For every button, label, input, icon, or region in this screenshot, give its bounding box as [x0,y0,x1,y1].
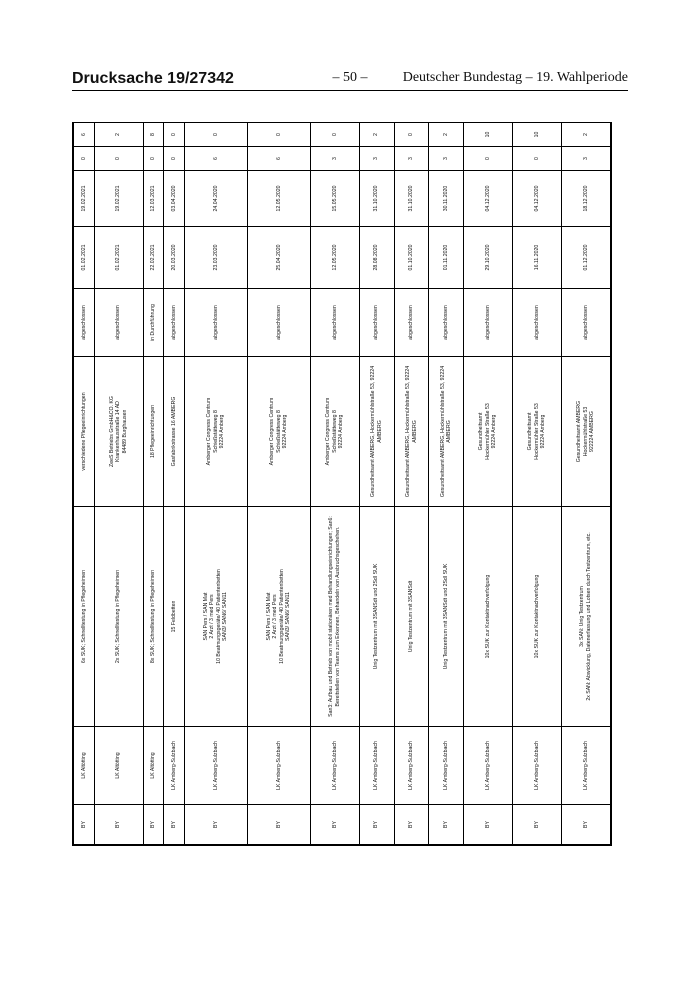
status-cell: abgeschlossen [429,289,464,357]
location-cell: Amberger Congress Centrum Schießstätteweg 8 92224 Amberg [310,357,359,507]
count-a-cell: 3 [429,147,464,171]
location-cell: ZeeS Betriebs GmbH&CO. KG Krankenhausstraße 14 AD 84489 Burghausen [94,357,143,507]
status-cell: abgeschlossen [464,289,513,357]
end-date-cell: 31.10.2020 [359,171,394,227]
count-b-cell: 2 [561,123,610,147]
end-date-cell: 30.11.2020 [429,171,464,227]
status-cell: abgeschlossen [310,289,359,357]
district-cell: LK Amberg-Sulzbach [310,727,359,805]
count-b-cell: 8 [143,123,164,147]
district-cell: LK Amberg-Sulzbach [429,727,464,805]
district-cell: LK Altötting [94,727,143,805]
measure-cell: Unig Testzentrum mit 3SANSdt [394,507,429,727]
status-cell: abgeschlossen [394,289,429,357]
end-date-cell: 04.12.2020 [513,171,562,227]
location-cell: verschiedene Pflegeeinrichtungen [74,357,95,507]
land-cell: BY [247,805,310,845]
measure-cell: 2x SUK; Schnelltestung in Pflegeheimen [94,507,143,727]
end-date-cell: 18.12.2020 [561,171,610,227]
measure-cell: 10x SUK zur Kontaktnachverfolgung [513,507,562,727]
status-cell: abgeschlossen [94,289,143,357]
start-date-cell: 16.11.2020 [513,227,562,289]
measure-cell: San3: Aufbau und Betrieb von mobil stationären med Behandlungseinrichtungen; San6: Bereitstellen von Teams zum Erkennen, Behandeln von Ausbruchsgeschehen. [310,507,359,727]
end-date-cell: 15.05.2020 [310,171,359,227]
land-cell: BY [561,805,610,845]
start-date-cell: 01.02.2021 [94,227,143,289]
table-row [94,123,143,845]
district-cell: LK Amberg-Sulzbach [464,727,513,805]
land-cell: BY [184,805,247,845]
measure-cell: 10x SUK zur Kontaktnachverfolgung [464,507,513,727]
table-row [464,123,513,845]
measure-cell: 3x SAN: Unig Testzentrum 2x SAN: Abwicklung, Datenerfassung und Lotsen durch Testzentrum, etc. [561,507,610,727]
start-date-cell: 01.02.2021 [74,227,95,289]
location-cell: Amberger Congress Centrum Schießstätteweg 8 92224 Amberg [184,357,247,507]
location-cell: Amberger Congress Centrum Schießstätteweg 8 92224 Amberg [247,357,310,507]
end-date-cell: 12.05.2020 [247,171,310,227]
end-date-cell: 19.02.2021 [74,171,95,227]
start-date-cell: 23.03.2020 [184,227,247,289]
status-cell: abgeschlossen [513,289,562,357]
status-cell: abgeschlossen [164,289,185,357]
district-cell: LK Amberg-Sulzbach [247,727,310,805]
count-b-cell: 0 [184,123,247,147]
count-a-cell: 3 [561,147,610,171]
end-date-cell: 12.03.2021 [143,171,164,227]
status-cell: abgeschlossen [184,289,247,357]
status-cell: abgeschlossen [74,289,95,357]
table-row [247,123,310,845]
count-a-cell: 0 [513,147,562,171]
end-date-cell: 24.04.2020 [184,171,247,227]
table-row [561,123,610,845]
location-cell: Gasfabrikstrasse 16 AMBERG [164,357,185,507]
count-b-cell: 0 [394,123,429,147]
district-cell: LK Amberg-Sulzbach [394,727,429,805]
land-cell: BY [94,805,143,845]
location-cell: Gesundheitsamt AMBERG, Hockermühlstraße 53, 92224 AMBERG [359,357,394,507]
measure-cell: 6x SUK; Schnelltestung in Pflegeheimen [74,507,95,727]
table-row [359,123,394,845]
land-cell: BY [513,805,562,845]
location-cell: Gesundheitsamt AMBERG, Hockermühlstraße 53, 92224 AMBERG [394,357,429,507]
end-date-cell: 19.02.2021 [94,171,143,227]
count-a-cell: 3 [359,147,394,171]
count-a-cell: 0 [143,147,164,171]
table-row [429,123,464,845]
count-a-cell: 0 [464,147,513,171]
measure-cell: Unig Testzentrum mit 3SANSdt und 2SdI SUK [429,507,464,727]
district-cell: LK Altötting [74,727,95,805]
table-row [143,123,164,845]
start-date-cell: 29.10.2020 [464,227,513,289]
rotated-table-frame [72,122,612,846]
table-row [310,123,359,845]
measure-cell: SAN Pers / SAN Mat 2 Arzt / 3 med Pers 10 Beatmungsgeräte/ 40 Patientenbetten SAN3/ SAN6/ SAN11 [247,507,310,727]
count-a-cell: 3 [394,147,429,171]
count-a-cell: 0 [74,147,95,171]
end-date-cell: 31.10.2020 [394,171,429,227]
start-date-cell: 28.08.2020 [359,227,394,289]
location-cell: 18 Pflegeeinrichtungen [143,357,164,507]
count-b-cell: 0 [247,123,310,147]
status-cell: abgeschlossen [359,289,394,357]
publisher-title: Deutscher Bundestag – 19. Wahlperiode [402,70,628,85]
land-cell: BY [310,805,359,845]
start-date-cell: 22.02.2021 [143,227,164,289]
end-date-cell: 04.12.2020 [464,171,513,227]
district-cell: LK Amberg-Sulzbach [561,727,610,805]
count-b-cell: 10 [464,123,513,147]
count-a-cell: 0 [94,147,143,171]
start-date-cell: 20.03.2020 [164,227,185,289]
count-a-cell: 0 [164,147,185,171]
location-cell: Gesundheitsamt AMBERG, Hockermühlstraße 53, 92224 AMBERG [429,357,464,507]
start-date-cell: 01.11.2020 [429,227,464,289]
start-date-cell: 01.10.2020 [394,227,429,289]
count-b-cell: 10 [513,123,562,147]
count-b-cell: 2 [359,123,394,147]
count-b-cell: 2 [94,123,143,147]
table-row [394,123,429,845]
district-cell: LK Amberg-Sulzbach [164,727,185,805]
measure-cell: 15 Feldbetten [164,507,185,727]
land-cell: BY [464,805,513,845]
district-cell: LK Altötting [143,727,164,805]
location-cell: Gesundheitsamt Hockermühler Straße 53 92224 Amberg [464,357,513,507]
measure-cell: 8x SUK; Schnelltestung in Pflegeheimen [143,507,164,727]
measure-cell: Unig Testzentrum mit 3SANSdt und 2SdI SUK [359,507,394,727]
data-table [73,122,611,845]
measure-cell: SAN Pers / SAN Mat 2 Arzt / 3 med Pers 10 Beatmungsgeräte/ 40 Patientenbetten SAN3/ SAN6/ SAN11 [184,507,247,727]
document-number: Drucksache 19/27342 [72,70,234,87]
page-header [72,62,628,91]
count-b-cell: 0 [310,123,359,147]
location-cell: Gesundheitsamt AMBERG Hockermühlstraße 53 922224 AMBERG [561,357,610,507]
location-cell: Gesundheitsamt Hockermühler Straße 53 92224 Amberg [513,357,562,507]
start-date-cell: 25.04.2020 [247,227,310,289]
land-cell: BY [143,805,164,845]
district-cell: LK Amberg-Sulzbach [513,727,562,805]
table-row [513,123,562,845]
land-cell: BY [359,805,394,845]
land-cell: BY [394,805,429,845]
page-number: – 50 – [332,70,368,85]
district-cell: LK Amberg-Sulzbach [184,727,247,805]
land-cell: BY [429,805,464,845]
count-a-cell: 3 [310,147,359,171]
count-a-cell: 6 [184,147,247,171]
count-a-cell: 6 [247,147,310,171]
start-date-cell: 01.12.2020 [561,227,610,289]
table-row [74,123,95,845]
status-cell: abgeschlossen [561,289,610,357]
table-row [164,123,185,845]
count-b-cell: 0 [164,123,185,147]
status-cell: abgeschlossen [247,289,310,357]
rotated-table-container [73,123,611,845]
end-date-cell: 03.04.2020 [164,171,185,227]
table-row [184,123,247,845]
count-b-cell: 6 [74,123,95,147]
land-cell: BY [164,805,185,845]
table-body [74,123,611,845]
start-date-cell: 12.05.2020 [310,227,359,289]
count-b-cell: 2 [429,123,464,147]
district-cell: LK Amberg-Sulzbach [359,727,394,805]
land-cell: BY [74,805,95,845]
status-cell: in Durchführung [143,289,164,357]
